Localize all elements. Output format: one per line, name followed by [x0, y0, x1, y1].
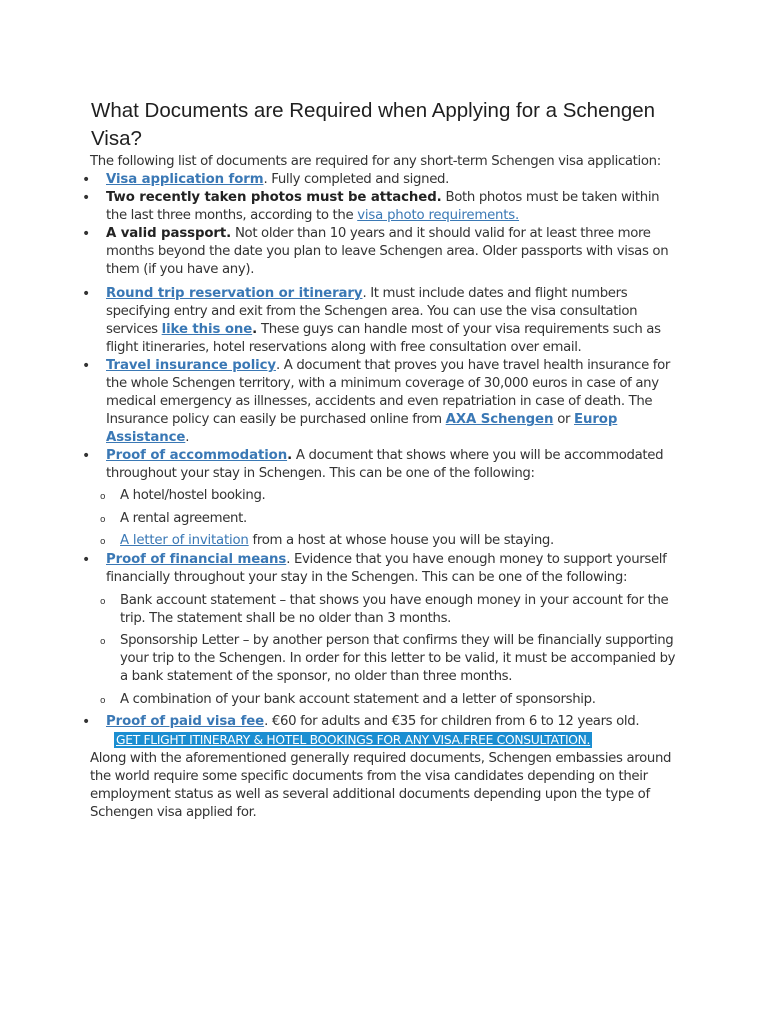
- visa-photo-requirements-link[interactable]: visa photo requirements.: [357, 208, 520, 223]
- bullet-icon: •: [82, 448, 90, 464]
- sub-bullet-icon: o: [100, 537, 106, 547]
- bullet-icon: •: [82, 358, 90, 374]
- bullet-icon: •: [82, 226, 90, 242]
- title-line-1: What Documents are Required when Applying for a Schengen: [91, 99, 656, 122]
- sub-bullet-icon: o: [100, 597, 106, 607]
- insurance-text-2: or: [553, 412, 574, 427]
- bullet-icon: •: [82, 286, 90, 302]
- like-this-one-link[interactable]: like this one: [161, 322, 253, 337]
- photos-bold-text: Two recently taken photos must be attached.: [106, 190, 442, 205]
- proof-of-paid-visa-fee-link[interactable]: Proof of paid visa fee: [106, 714, 265, 729]
- insurance-text-1: . A document that proves you have travel health insurance for the whole Schengen territory, with a minimum coverage of 30,000 euros in case of any medical emergency as illnesses, accidents and even repatriation in case of death. The Insurance policy can easily be purchased online from: [106, 358, 671, 427]
- round-trip-reservation-link[interactable]: Round trip reservation or itinerary: [106, 286, 363, 301]
- application-form-text: . Fully completed and signed.: [263, 172, 449, 187]
- axa-schengen-link[interactable]: AXA Schengen: [445, 412, 554, 427]
- bullet-icon: •: [82, 714, 90, 730]
- passport-text: Not older than 10 years and it should valid for at least three more months beyond the date you plan to leave Schengen area. Older passports with visas on them (if you have any).: [106, 226, 669, 277]
- proof-of-financial-means-link[interactable]: Proof of financial means: [106, 552, 287, 567]
- round-trip-text-2: These guys can handle most of your visa requirements such as flight itineraries, hotel reservations along with free consultation over email.: [106, 322, 661, 355]
- travel-insurance-link[interactable]: Travel insurance policy: [106, 358, 276, 373]
- letter-of-invitation-link[interactable]: A letter of invitation: [120, 533, 249, 548]
- photos-text: Both photos must be taken within the last three months, according to the: [106, 190, 660, 223]
- visa-fee-text: . €60 for adults and €35 for children from 6 to 12 years old.: [264, 714, 640, 729]
- bullet-icon: •: [82, 172, 90, 188]
- closing-paragraph: Along with the aforementioned generally required documents, Schengen embassies around the world require some specific documents from the visa candidates depending on their employment status as well as several additional documents depending upon the type of Schengen visa applied for.: [90, 751, 672, 820]
- accommodation-text: A document that shows where you will be accommodated throughout your stay in Schengen. This can be one of the following:: [106, 448, 664, 481]
- europ-assistance-link[interactable]: Europ Assistance: [106, 412, 618, 445]
- bullet-icon: •: [82, 552, 90, 568]
- sponsorship-letter-text: Sponsorship Letter – by another person that confirms they will be financially supporting your trip to the Schengen. In order for this letter to be valid, it must be accompanied by a bank statement of the sponsor, no older than three months.: [120, 633, 676, 684]
- accommodation-period: .: [287, 448, 293, 463]
- passport-bold-text: A valid passport.: [106, 226, 232, 241]
- intro-paragraph: The following list of documents are required for any short-term Schengen visa application:: [90, 154, 661, 169]
- visa-application-form-link[interactable]: Visa application form: [106, 172, 264, 187]
- sub-bullet-icon: o: [100, 492, 106, 502]
- proof-of-accommodation-link[interactable]: Proof of accommodation: [106, 448, 288, 463]
- letter-of-invitation-text: from a host at whose house you will be staying.: [248, 533, 554, 548]
- financial-text: . Evidence that you have enough money to support yourself financially throughout your stay in the Schengen. This can be one of the following:: [106, 552, 667, 585]
- round-trip-text-1: . It must include dates and flight numbers specifying entry and exit from the Schengen area. You can use the visa consultation services: [106, 286, 638, 337]
- title-line-2: Visa?: [91, 127, 142, 150]
- page-title: [91, 97, 711, 153]
- bullet-icon: •: [82, 190, 90, 206]
- sub-bullet-icon: o: [100, 637, 106, 647]
- sub-bullet-icon: o: [100, 515, 106, 525]
- bank-statement-text: Bank account statement – that shows you have enough money in your account for the trip. The statement shall be no older than 3 months.: [120, 593, 669, 626]
- insurance-text-3: .: [185, 430, 190, 445]
- rental-agreement-text: A rental agreement.: [120, 511, 247, 526]
- round-trip-period: .: [252, 322, 258, 337]
- hotel-booking-text: A hotel/hostel booking.: [120, 488, 266, 503]
- sub-bullet-icon: o: [100, 696, 106, 706]
- flight-itinerary-banner-link[interactable]: GET FLIGHT ITINERARY & HOTEL BOOKINGS FOR ANY VISA.FREE CONSULTATION.: [116, 733, 591, 747]
- combination-text: A combination of your bank account statement and a letter of sponsorship.: [120, 692, 596, 707]
